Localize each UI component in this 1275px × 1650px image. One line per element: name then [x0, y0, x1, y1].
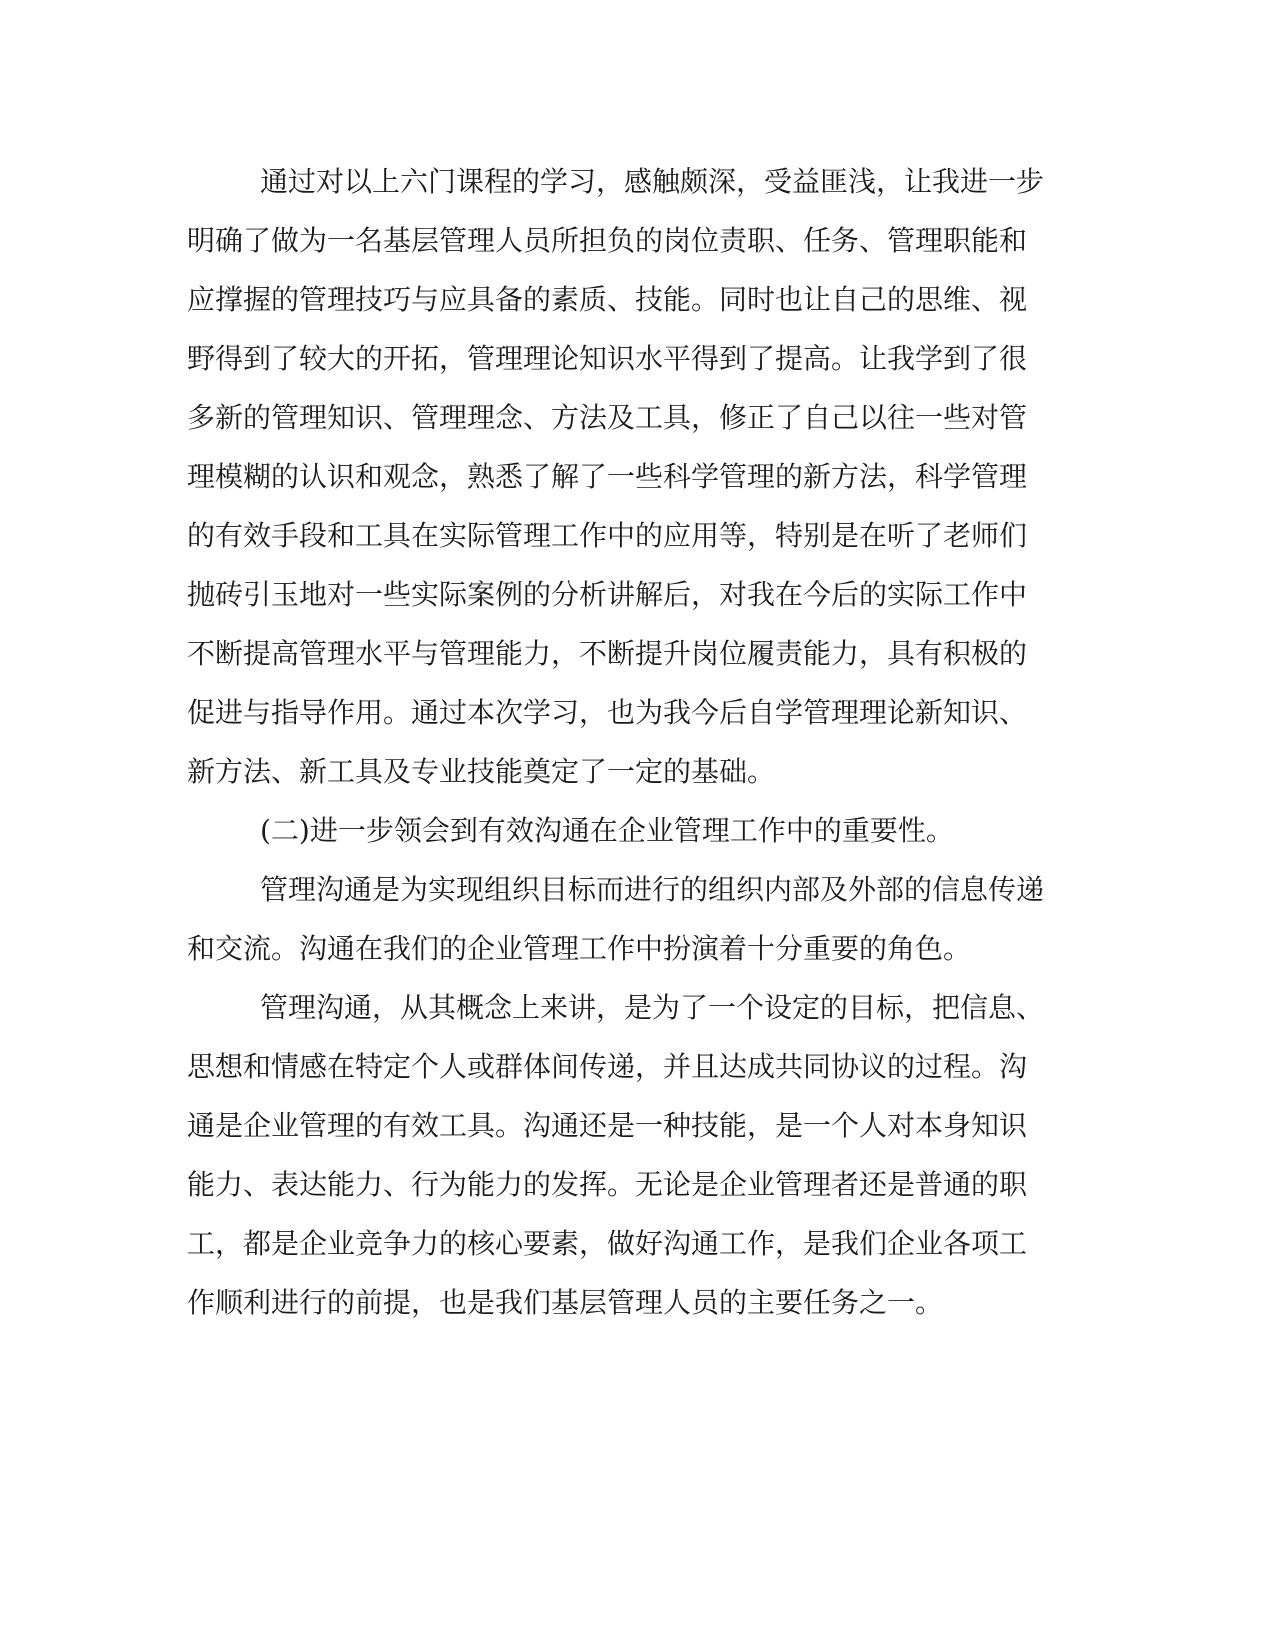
paragraph-1-line-11: 新方法、新工具及专业技能奠定了一定的基础。: [187, 755, 776, 788]
paragraph-2-line-2: 和交流。沟通在我们的企业管理工作中扮演着十分重要的角色。: [187, 932, 972, 965]
paragraph-1-line-2: 明确了做为一名基层管理人员所担负的岗位责职、任务、管理职能和: [187, 224, 1028, 257]
paragraph-1-line-6: 理模糊的认识和观念，熟悉了解了一些科学管理的新方法，科学管理: [187, 460, 1028, 493]
paragraph-1-line-1: 通过对以上六门课程的学习，感触颇深，受益匪浅，让我进一步: [260, 165, 1045, 198]
paragraph-1-line-3: 应撑握的管理技巧与应具备的素质、技能。同时也让自己的思维、视: [187, 283, 1028, 316]
paragraph-1-line-4: 野得到了较大的开拓，管理理论知识水平得到了提高。让我学到了很: [187, 342, 1028, 375]
paragraph-1-line-9: 不断提高管理水平与管理能力，不断提升岗位履责能力，具有积极的: [187, 637, 1028, 670]
paragraph-3-line-6: 作顺利进行的前提，也是我们基层管理人员的主要任务之一。: [187, 1286, 944, 1319]
paragraph-3-line-2: 思想和情感在特定个人或群体间传递，并且达成共同协议的过程。沟: [187, 1050, 1028, 1083]
paragraph-1-line-7: 的有效手段和工具在实际管理工作中的应用等，特别是在听了老师们: [187, 519, 1028, 552]
paragraph-1-line-8: 抛砖引玉地对一些实际案例的分析讲解后，对我在今后的实际工作中: [187, 578, 1028, 611]
paragraph-3-line-1: 管理沟通，从其概念上来讲，是为了一个设定的目标，把信息、: [260, 991, 1045, 1024]
paragraph-2-line-1: 管理沟通是为实现组织目标而进行的组织内部及外部的信息传递: [260, 873, 1045, 906]
paragraph-1-line-10: 促进与指导作用。通过本次学习，也为我今后自学管理理论新知识、: [187, 696, 1028, 729]
paragraph-3-line-3: 通是企业管理的有效工具。沟通还是一种技能，是一个人对本身知识: [187, 1109, 1028, 1142]
paragraph-1-line-5: 多新的管理知识、管理理念、方法及工具，修正了自己以往一些对管: [187, 401, 1028, 434]
paragraph-3-line-4: 能力、表达能力、行为能力的发挥。无论是企业管理者还是普通的职: [187, 1168, 1028, 1201]
section-heading: (二)进一步领会到有效沟通在企业管理工作中的重要性。: [260, 814, 954, 847]
paragraph-3-line-5: 工，都是企业竞争力的核心要素，做好沟通工作，是我们企业各项工: [187, 1227, 1028, 1260]
